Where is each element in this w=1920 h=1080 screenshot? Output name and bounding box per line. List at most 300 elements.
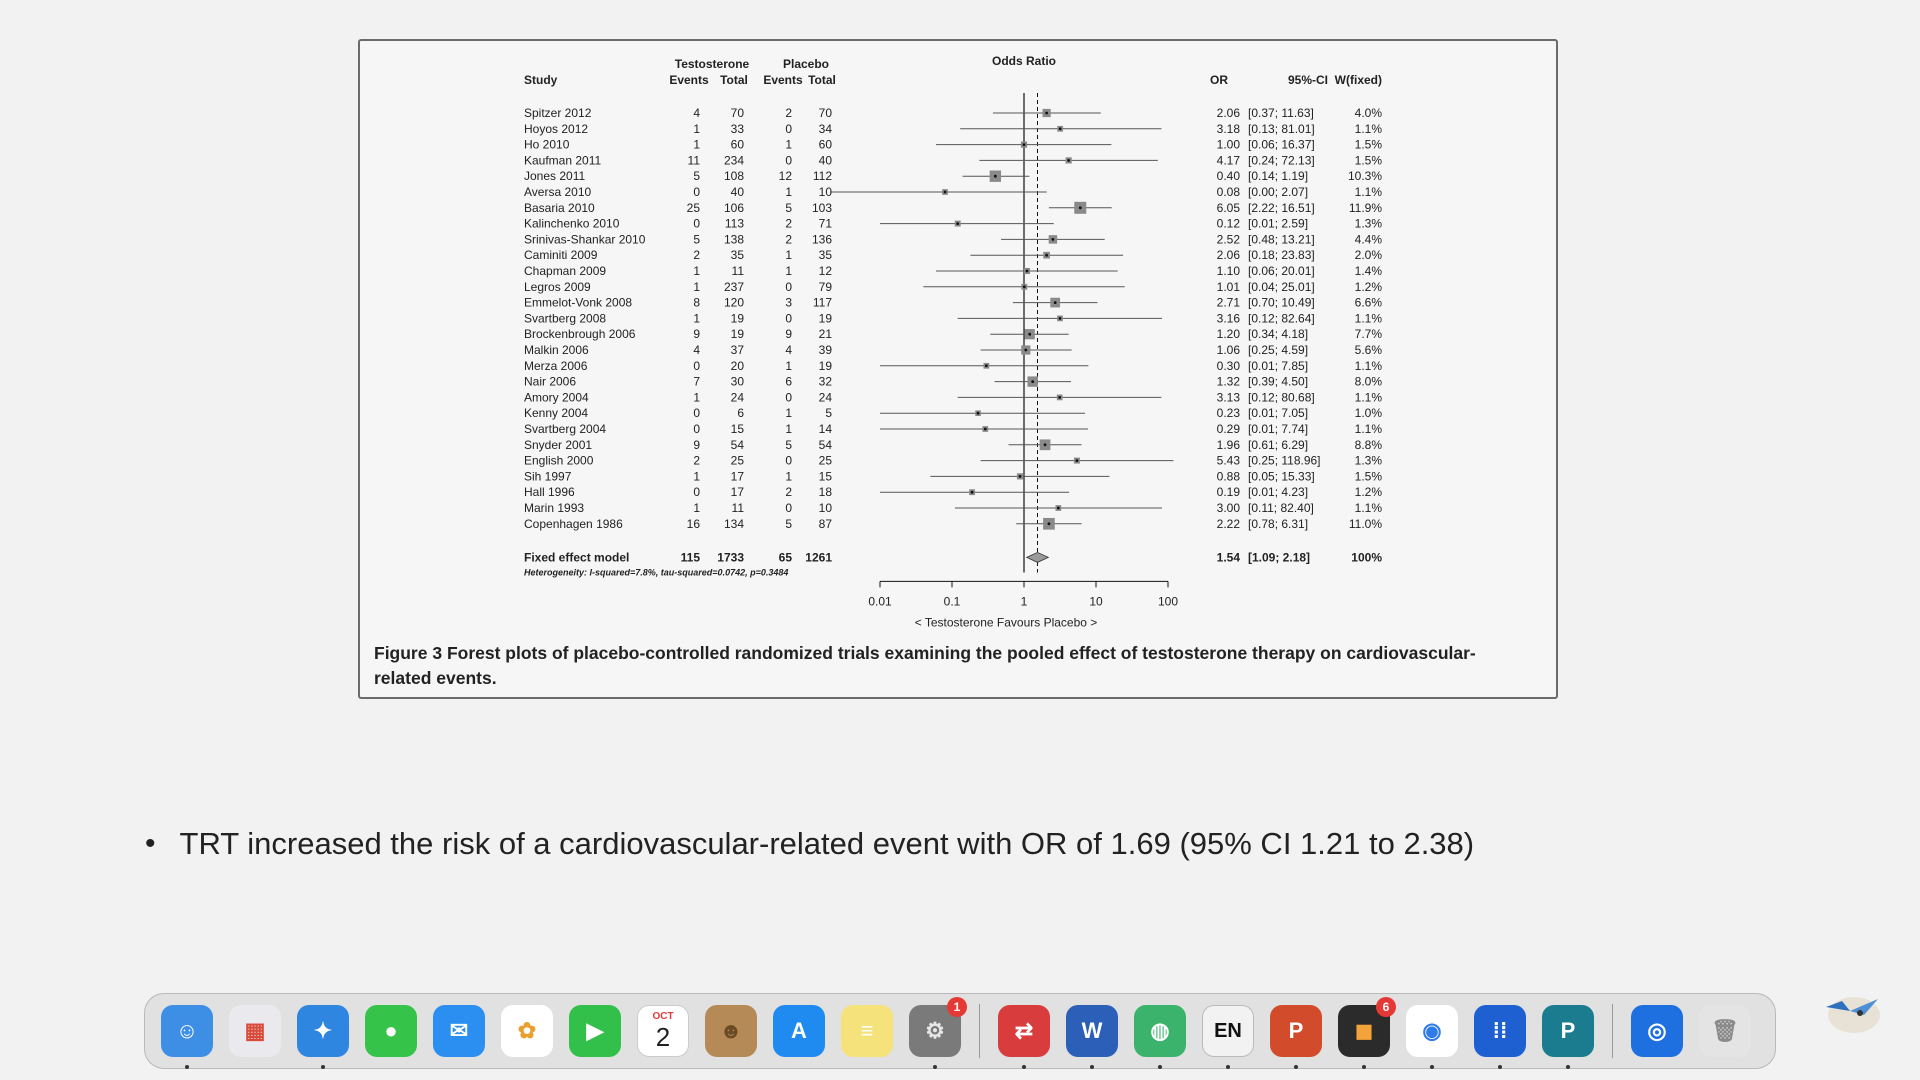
study-t-events: 11 <box>687 153 700 168</box>
study-or-value: 3.00 <box>1216 501 1240 515</box>
running-indicator <box>1498 1065 1502 1069</box>
word-icon <box>1066 1005 1118 1057</box>
dock-item-label: W <box>1081 1018 1103 1043</box>
study-p-events: 1 <box>785 469 792 484</box>
study-or-point <box>1048 522 1051 525</box>
study-t-events: 5 <box>693 169 700 184</box>
study-p-total: 24 <box>818 390 832 405</box>
study-weight-value: 1.5% <box>1354 469 1382 484</box>
dock-item-glyph: ☻ <box>719 1018 743 1043</box>
study-t-events: 4 <box>693 106 700 120</box>
study-or-value: 1.10 <box>1216 264 1240 278</box>
study-or-point <box>1023 285 1026 288</box>
study-label: Jones 2011 <box>524 169 586 184</box>
dots-grid-icon <box>1474 1005 1526 1057</box>
keyboard-icon <box>1202 1005 1254 1057</box>
bullet-text: TRT increased the risk of a cardiovascular-related event with OR of 1.69 (95% CI 1.21 to 2.38) <box>179 826 1475 861</box>
dock-item-glyph: A <box>791 1018 807 1043</box>
study-label: Aversa 2010 <box>524 185 592 199</box>
chrome-icon <box>1406 1005 1458 1057</box>
study-ci-value: [0.70; 10.49] <box>1248 295 1315 310</box>
running-indicator <box>1294 1065 1298 1069</box>
study-or-value: 3.16 <box>1216 311 1240 326</box>
running-indicator <box>1566 1065 1570 1069</box>
pooled-ci-value: [1.09; 2.18] <box>1248 550 1311 565</box>
study-p-total: 5 <box>825 406 832 421</box>
study-label: Basaria 2010 <box>524 200 595 215</box>
dock-item-input-language[interactable] <box>1198 1001 1258 1061</box>
running-indicator <box>1090 1065 1094 1069</box>
study-t-total: 20 <box>730 358 744 373</box>
study-p-events: 5 <box>785 200 792 215</box>
study-p-events: 2 <box>785 216 792 231</box>
study-weight-value: 1.1% <box>1354 358 1382 373</box>
study-p-total: 19 <box>818 311 832 326</box>
study-t-total: 134 <box>723 516 744 531</box>
pooled-p-total: 1261 <box>805 550 832 565</box>
study-ci-value: [0.13; 81.01] <box>1248 121 1315 136</box>
study-or-value: 0.40 <box>1216 169 1240 184</box>
dock-item-spiral-app[interactable] <box>1627 1001 1687 1061</box>
powerpoint-icon <box>1270 1005 1322 1057</box>
study-ci-value: [0.12; 82.64] <box>1248 311 1315 326</box>
study-p-total: 112 <box>812 169 832 184</box>
caption-text: Forest plots of placebo-controlled randomized trials examining the pooled effect of testosterone therapy on cardiovascular-related events. <box>374 643 1476 688</box>
study-p-total: 10 <box>818 501 832 515</box>
study-p-total: 35 <box>818 248 832 263</box>
study-label: Merza 2006 <box>524 358 588 373</box>
study-weight-value: 8.0% <box>1354 374 1382 389</box>
study-label: Caminiti 2009 <box>524 248 598 263</box>
study-p-total: 54 <box>818 437 832 452</box>
dock-item-glyph: ☺ <box>175 1018 199 1043</box>
study-p-events: 0 <box>785 279 792 294</box>
study-p-events: 1 <box>785 406 792 421</box>
dock-item-powerpoint[interactable] <box>1266 1001 1326 1061</box>
dock-item-remote-desktop[interactable] <box>994 1001 1054 1061</box>
dock-item-glyph: ⚙ <box>925 1018 945 1043</box>
dock-item-dots-app[interactable] <box>1470 1001 1530 1061</box>
study-p-events: 1 <box>785 248 792 263</box>
study-ci-value: [0.06; 16.37] <box>1248 137 1315 152</box>
study-or-point <box>956 222 959 225</box>
facetime-icon <box>569 1005 621 1057</box>
study-ci-value: [0.61; 6.29] <box>1248 437 1309 452</box>
dock-item-label: P <box>1560 1018 1576 1043</box>
running-indicator <box>1022 1065 1026 1069</box>
study-p-total: 70 <box>818 106 832 120</box>
study-ci-value: [0.01; 2.59] <box>1248 216 1309 231</box>
study-or-point <box>1076 459 1079 462</box>
study-or-value: 0.12 <box>1216 216 1240 231</box>
study-t-total: 70 <box>730 106 744 120</box>
study-ci-value: [0.11; 82.40] <box>1248 501 1314 515</box>
study-p-total: 34 <box>818 121 832 136</box>
running-indicator <box>1362 1065 1366 1069</box>
running-indicator <box>1226 1065 1230 1069</box>
study-or-point <box>985 364 988 367</box>
dock-item-publisher[interactable] <box>1538 1001 1598 1061</box>
study-or-point <box>994 175 997 178</box>
dock-item-glyph: ▶ <box>586 1018 604 1043</box>
study-ci-value: [2.22; 16.51] <box>1248 200 1315 215</box>
study-weight-value: 7.7% <box>1354 327 1382 342</box>
study-weight-value: 1.1% <box>1354 185 1382 199</box>
pooled-or-value: 1.54 <box>1216 550 1240 565</box>
study-t-total: 138 <box>723 232 744 247</box>
study-weight-value: 1.3% <box>1354 453 1382 468</box>
study-p-total: 60 <box>818 137 832 152</box>
study-p-total: 103 <box>811 200 832 215</box>
dock-item-glyph: ◍ <box>1150 1018 1170 1043</box>
study-or-point <box>1059 127 1062 130</box>
running-indicator <box>321 1065 325 1069</box>
forest-plot <box>360 41 1556 641</box>
study-p-total: 14 <box>818 422 832 436</box>
study-p-events: 0 <box>785 390 792 405</box>
study-label: Spitzer 2012 <box>524 106 592 120</box>
study-or-point <box>1028 333 1031 336</box>
study-p-total: 19 <box>818 358 832 373</box>
dock <box>144 993 1776 1069</box>
dock-item-system-settings[interactable] <box>905 1001 965 1061</box>
study-weight-value: 11.0% <box>1348 516 1382 531</box>
pooled-t-total: 1733 <box>717 550 744 565</box>
study-t-total: 24 <box>730 390 744 405</box>
dock-item-launchpad[interactable] <box>225 1001 285 1061</box>
study-label: Hall 1996 <box>524 485 575 500</box>
study-p-events: 3 <box>785 295 792 310</box>
pooled-weight-value: 100% <box>1351 550 1382 565</box>
study-p-events: 4 <box>785 343 792 357</box>
study-t-total: 60 <box>730 137 744 152</box>
header-study: Study <box>524 73 558 87</box>
study-label: Svartberg 2008 <box>524 311 607 326</box>
study-t-events: 0 <box>693 422 700 436</box>
study-t-events: 1 <box>693 279 700 294</box>
study-t-events: 1 <box>693 469 700 484</box>
study-or-point <box>1031 380 1034 383</box>
study-weight-value: 1.1% <box>1354 422 1382 436</box>
study-t-total: 17 <box>730 469 744 484</box>
study-p-events: 0 <box>785 121 792 136</box>
study-t-events: 0 <box>693 216 700 231</box>
study-t-total: 25 <box>730 453 744 468</box>
study-t-events: 1 <box>693 311 700 326</box>
dock-item-glyph: ✉ <box>449 1018 469 1043</box>
study-t-total: 106 <box>723 200 744 215</box>
study-or-point <box>1067 159 1070 162</box>
study-weight-value: 1.5% <box>1354 153 1382 168</box>
study-p-total: 39 <box>818 343 832 357</box>
study-p-events: 9 <box>785 327 792 342</box>
header-testosterone: Testosterone <box>674 57 750 71</box>
dock-item-finder[interactable] <box>157 1001 217 1061</box>
figure-caption <box>374 641 1494 691</box>
dock-item-network-app[interactable] <box>1130 1001 1190 1061</box>
x-axis-tick-label: 100 <box>1157 594 1179 609</box>
study-or-value: 1.06 <box>1216 343 1240 357</box>
study-t-total: 35 <box>730 248 744 263</box>
study-label: Marin 1993 <box>524 501 585 515</box>
mail-icon <box>433 1005 485 1057</box>
study-p-total: 18 <box>818 485 832 500</box>
dock-item-word[interactable] <box>1062 1001 1122 1061</box>
dock-separator <box>979 1004 980 1058</box>
study-t-events: 5 <box>693 232 700 247</box>
dock-item-glyph: ⇄ <box>1014 1018 1034 1043</box>
study-t-events: 9 <box>693 437 700 452</box>
dock-item-safari[interactable] <box>293 1001 353 1061</box>
study-label: Srinivas-Shankar 2010 <box>524 232 646 247</box>
study-t-events: 2 <box>693 453 700 468</box>
study-t-events: 7 <box>693 374 700 389</box>
x-axis-tick-label: 0.1 <box>943 594 961 609</box>
x-axis-label: < Testosterone Favours Placebo > <box>914 615 1098 630</box>
dock-item-notes[interactable] <box>837 1001 897 1061</box>
study-p-total: 40 <box>818 153 832 168</box>
study-or-value: 3.18 <box>1216 121 1240 136</box>
dock-item-contacts[interactable] <box>701 1001 761 1061</box>
finder-icon <box>161 1005 213 1057</box>
study-label: Snyder 2001 <box>524 437 593 452</box>
study-or-point <box>1058 396 1061 399</box>
study-t-total: 37 <box>730 343 744 357</box>
pooled-label: Fixed effect model <box>524 550 630 565</box>
study-t-events: 1 <box>693 501 700 515</box>
header-weight: W(fixed) <box>1334 73 1382 87</box>
study-t-total: 11 <box>731 264 744 278</box>
pooled-diamond <box>1027 552 1049 562</box>
study-ci-value: [0.01; 4.23] <box>1248 485 1309 500</box>
study-t-events: 16 <box>686 516 700 531</box>
study-or-value: 2.71 <box>1216 295 1240 310</box>
x-axis-tick-label: 0.01 <box>868 594 892 609</box>
study-t-total: 17 <box>730 485 744 500</box>
study-p-events: 0 <box>785 501 792 515</box>
slide-bullet <box>145 826 1474 862</box>
study-or-point <box>1057 507 1060 510</box>
study-label: Chapman 2009 <box>524 264 607 278</box>
dock-item-photos[interactable] <box>497 1001 557 1061</box>
dock-item-glyph: ✿ <box>517 1018 537 1043</box>
study-p-total: 117 <box>812 295 832 310</box>
header-odds-ratio: Odds Ratio <box>991 54 1057 68</box>
dock-item-app-store[interactable] <box>769 1001 829 1061</box>
study-label: Brockenbrough 2006 <box>524 327 636 342</box>
dock-item-glyph: ⁞⁞ <box>1492 1018 1508 1043</box>
study-t-total: 234 <box>723 153 744 168</box>
launchpad-icon <box>229 1005 281 1057</box>
study-or-value: 0.19 <box>1216 485 1240 500</box>
header-p-total: Total <box>808 73 836 87</box>
study-t-events: 9 <box>693 327 700 342</box>
notes-icon <box>841 1005 893 1057</box>
study-t-total: 40 <box>730 185 744 199</box>
study-or-point <box>1044 443 1047 446</box>
bullet-dot: • <box>145 827 156 860</box>
dock-item-trash[interactable] <box>1695 1001 1755 1061</box>
study-label: Sih 1997 <box>524 469 572 484</box>
dock-item-facetime[interactable] <box>565 1001 625 1061</box>
study-p-total: 15 <box>818 469 832 484</box>
study-weight-value: 1.2% <box>1354 485 1382 500</box>
study-t-total: 33 <box>730 121 744 136</box>
study-label: Emmelot-Vonk 2008 <box>524 295 633 310</box>
figure-frame <box>358 39 1558 699</box>
study-label: Copenhagen 1986 <box>524 516 623 531</box>
study-label: Kenny 2004 <box>524 406 589 421</box>
study-p-events: 12 <box>778 169 792 184</box>
study-ci-value: [0.14; 1.19] <box>1248 169 1309 184</box>
study-ci-value: [0.18; 23.83] <box>1248 248 1315 263</box>
study-or-point <box>1019 475 1022 478</box>
dock-item-glyph: ● <box>384 1018 398 1043</box>
study-or-value: 0.23 <box>1216 406 1240 421</box>
study-t-total: 54 <box>730 437 744 452</box>
study-t-total: 6 <box>737 406 744 421</box>
running-indicator <box>1158 1065 1162 1069</box>
study-ci-value: [0.39; 4.50] <box>1248 374 1309 389</box>
study-p-total: 87 <box>818 516 832 531</box>
study-or-point <box>1045 112 1048 115</box>
study-t-events: 4 <box>693 343 700 357</box>
study-or-value: 3.13 <box>1216 390 1240 405</box>
study-t-total: 237 <box>723 279 744 294</box>
study-t-events: 0 <box>693 358 700 373</box>
spiral-icon <box>1631 1005 1683 1057</box>
study-weight-value: 1.4% <box>1354 264 1382 278</box>
study-or-point <box>1045 254 1048 257</box>
study-weight-value: 1.3% <box>1354 216 1382 231</box>
dock-item-glyph: ◎ <box>1647 1018 1667 1043</box>
calendar-month: OCT <box>652 1011 674 1022</box>
caption-label: Figure 3 <box>374 643 443 663</box>
study-t-total: 120 <box>723 295 744 310</box>
dock-item-media-app[interactable] <box>1334 1001 1394 1061</box>
study-label: Ho 2010 <box>524 137 570 152</box>
dock-item-mail[interactable] <box>429 1001 489 1061</box>
study-p-events: 1 <box>785 422 792 436</box>
dock-item-glyph: 🗑 <box>1711 1018 1739 1043</box>
contacts-icon <box>705 1005 757 1057</box>
dock-item-label: P <box>1288 1018 1304 1043</box>
header-t-total: Total <box>720 73 748 87</box>
calendar-day: 2 <box>655 1022 671 1052</box>
study-ci-value: [0.25; 118.96] <box>1248 453 1321 468</box>
photos-icon <box>501 1005 553 1057</box>
study-p-events: 6 <box>785 374 792 389</box>
dock-separator <box>1612 1004 1613 1058</box>
study-p-events: 2 <box>785 232 792 247</box>
study-p-total: 136 <box>811 232 832 247</box>
study-t-events: 0 <box>693 485 700 500</box>
study-or-value: 2.52 <box>1216 232 1240 247</box>
trash-icon <box>1699 1005 1751 1057</box>
messages-icon <box>365 1005 417 1057</box>
study-label: Nair 2006 <box>524 374 577 389</box>
running-indicator <box>1430 1065 1434 1069</box>
study-or-value: 1.32 <box>1216 374 1240 389</box>
study-p-events: 1 <box>785 185 792 199</box>
study-p-events: 5 <box>785 516 792 531</box>
study-weight-value: 6.6% <box>1354 295 1382 310</box>
study-t-events: 1 <box>693 264 700 278</box>
study-or-value: 2.06 <box>1216 248 1240 263</box>
study-or-value: 0.30 <box>1216 358 1240 373</box>
study-ci-value: [0.01; 7.74] <box>1248 422 1309 436</box>
study-t-total: 19 <box>730 311 744 326</box>
study-or-value: 2.06 <box>1216 106 1240 120</box>
study-p-events: 5 <box>785 437 792 452</box>
pooled-p-events: 65 <box>778 550 792 565</box>
dock-item-label: EN <box>1214 1019 1242 1042</box>
study-t-total: 30 <box>730 374 744 389</box>
study-weight-value: 10.3% <box>1347 169 1382 184</box>
study-label: Kaufman 2011 <box>524 153 602 168</box>
study-weight-value: 4.0% <box>1354 106 1382 120</box>
study-ci-value: [0.01; 7.05] <box>1248 406 1309 421</box>
study-weight-value: 1.1% <box>1354 390 1382 405</box>
study-or-point <box>977 412 980 415</box>
study-weight-value: 4.4% <box>1354 232 1382 247</box>
study-label: Amory 2004 <box>524 390 589 405</box>
dock-item-messages[interactable] <box>361 1001 421 1061</box>
study-weight-value: 1.1% <box>1354 121 1382 136</box>
study-ci-value: [0.01; 7.85] <box>1248 358 1309 373</box>
study-t-events: 0 <box>693 185 700 199</box>
study-or-point <box>1026 270 1029 273</box>
x-axis-tick-label: 10 <box>1089 594 1103 609</box>
notification-badge: 1 <box>947 997 967 1017</box>
study-p-events: 2 <box>785 106 792 120</box>
dock-item-glyph: ▦ <box>244 1018 266 1043</box>
dock-item-chrome[interactable] <box>1402 1001 1462 1061</box>
study-or-point <box>1054 301 1057 304</box>
study-p-total: 32 <box>818 374 832 389</box>
study-or-point <box>1052 238 1055 241</box>
study-label: Legros 2009 <box>524 279 591 294</box>
bird-logo-icon <box>1820 985 1884 1037</box>
study-weight-value: 1.5% <box>1354 137 1382 152</box>
x-axis-tick-label: 1 <box>1020 594 1028 609</box>
study-label: Malkin 2006 <box>524 343 589 357</box>
header-p-events: Events <box>763 73 803 87</box>
study-or-value: 0.29 <box>1216 422 1240 436</box>
study-weight-value: 1.1% <box>1354 311 1382 326</box>
study-ci-value: [0.06; 20.01] <box>1248 264 1315 278</box>
dock-item-glyph: ◼ <box>1354 1018 1374 1043</box>
study-label: Hoyos 2012 <box>524 121 589 136</box>
study-ci-value: [0.24; 72.13] <box>1248 153 1315 168</box>
study-or-point <box>1024 349 1027 352</box>
study-label: Kalinchenko 2010 <box>524 216 620 231</box>
study-p-total: 21 <box>818 327 832 342</box>
study-ci-value: [0.05; 15.33] <box>1248 469 1315 484</box>
study-p-total: 25 <box>818 453 832 468</box>
dock-item-glyph: ✦ <box>313 1018 333 1043</box>
study-p-events: 2 <box>785 485 792 500</box>
publisher-icon <box>1542 1005 1594 1057</box>
study-or-value: 0.88 <box>1216 469 1240 484</box>
study-or-value: 4.17 <box>1216 153 1240 168</box>
dock-item-calendar[interactable] <box>633 1001 693 1061</box>
study-t-events: 1 <box>693 121 700 136</box>
notification-badge: 6 <box>1376 997 1396 1017</box>
running-indicator <box>933 1065 937 1069</box>
study-or-value: 0.08 <box>1216 185 1240 199</box>
header-placebo: Placebo <box>782 57 830 71</box>
